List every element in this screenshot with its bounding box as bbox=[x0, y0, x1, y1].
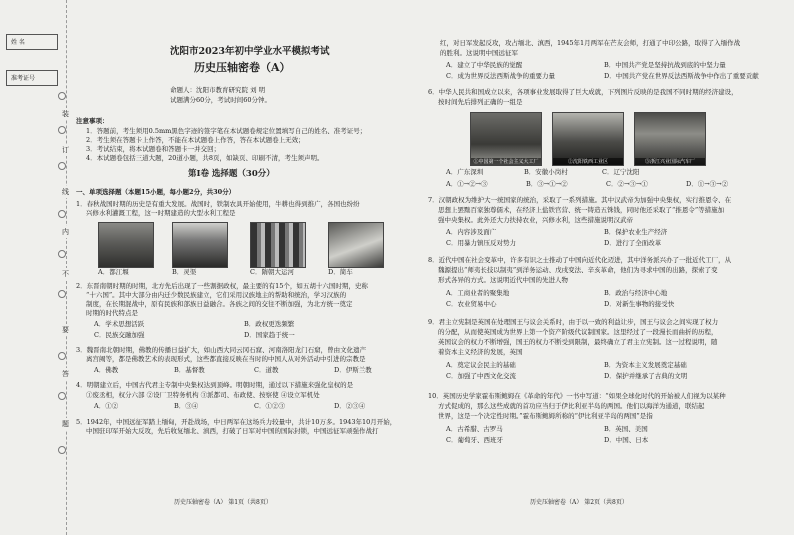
q8-option-a: A．工商业者的聚集地 bbox=[446, 289, 510, 297]
note-item: 3．考试结束，将本试题卷和答题卡一并交回； bbox=[86, 145, 221, 153]
binding-hole bbox=[58, 92, 66, 100]
binding-char: 订 bbox=[62, 146, 69, 154]
question-5-cont: 的胜利。这说明中国远征军 bbox=[440, 49, 518, 57]
author-line: 命题人：沈阳市教育研究院 刘 明 bbox=[170, 86, 266, 94]
q2-option-a: A．学术思想活跃 bbox=[94, 320, 145, 328]
q1-image-d bbox=[328, 222, 384, 268]
page-footer: 历史压轴密卷（A） 第1页（共8页） bbox=[174, 499, 272, 506]
q1-option-d: D．简车 bbox=[328, 268, 353, 276]
binding-char: 要 bbox=[62, 326, 69, 334]
question-6: 6．中华人民共和国成立以来，各项事业发展取得了巨大成就，下列图片反映的是我国不同时期的经济建设， bbox=[428, 88, 738, 96]
note-item: 4．本试题卷包括三道大题，20道小题，共8页，如缺页、印刷不清，考生须声明。 bbox=[86, 154, 324, 162]
q1-option-c: C．隋朝大运河 bbox=[250, 268, 294, 276]
question-5-cont: 红，对日军发起反攻，攻占缅北、滇西，1945年1月两军在芒友会师，打通了中印公路，取得了入缅作战 bbox=[440, 39, 741, 47]
q6-image-3 bbox=[634, 112, 706, 166]
q6-place-a: A．广东深圳 bbox=[446, 168, 484, 176]
exam-number-box bbox=[6, 70, 58, 86]
q6-caption-2: ②沈阳铁西工业区 bbox=[553, 158, 623, 165]
q6-image-2 bbox=[552, 112, 624, 166]
question-4: 4．明朝建立后，中国古代君主专制中央集权达到顶峰。明朝时期，通过以下措施来强化皇权的是 bbox=[76, 381, 354, 389]
question-1-cont: 兴修水利灌溉工程，这一时期建造的大型水利工程是 bbox=[86, 209, 236, 217]
q10-option-c: C．葡萄牙、西班牙 bbox=[446, 436, 503, 444]
name-label: 姓 名 bbox=[11, 39, 25, 46]
binding-hole bbox=[58, 250, 66, 258]
q10-option-b: B．英国、美国 bbox=[604, 425, 648, 433]
q8-option-d: D．对新生事物的接受快 bbox=[604, 300, 675, 308]
question-4-cont: ①废丞相，权分六部 ②设厂卫特务机构 ③派都司、布政使、按察使 ④设立军机处 bbox=[86, 391, 320, 399]
q9-option-c: C．加强了中西文化交流 bbox=[446, 372, 516, 380]
q7-option-d: D．进行了全面改革 bbox=[604, 239, 662, 247]
notes-heading: 注意事项： bbox=[76, 117, 109, 125]
q1-image-b bbox=[172, 222, 228, 268]
time-line: 试题满分60分，考试时间60分钟。 bbox=[170, 96, 272, 104]
q7-option-b: B．保护农业生产经济 bbox=[604, 228, 668, 236]
question-2: 2．东晋南朝时期的时期，北方先后出现了一些割据政权，最主要的有15个，如五胡十六国时期，史称 bbox=[76, 282, 368, 290]
q6-image-1 bbox=[470, 112, 542, 166]
paper-title: 历史压轴密卷（A） bbox=[194, 61, 291, 74]
question-10: 10．英国历史学家霍布斯鲍姆在《革命的年代》一书中写道：“如果全球化时代的开始被人们视为以某种 bbox=[428, 392, 726, 400]
exam-number-label: 准考证号 bbox=[11, 75, 36, 82]
q10-option-a: A．古希腊、古罗马 bbox=[446, 425, 503, 433]
name-box bbox=[6, 34, 58, 50]
binding-char: 不 bbox=[62, 270, 69, 278]
q3-option-d: D．伊斯兰教 bbox=[334, 366, 372, 374]
q5-option-d: D．中国共产党在世界反法西斯战争中作出了重要贡献 bbox=[604, 72, 759, 80]
page-footer: 历史压轴密卷（A） 第2页（共8页） bbox=[530, 499, 628, 506]
note-item: 1．答题前，考生须用0.5mm黑色字迹的签字笔在本试题卷规定位置填写自己的姓名、准考证号； bbox=[86, 127, 367, 135]
note-item: 2．考生须在答题卡上作答，不能在本试题卷上作答，答在本试题卷上无效； bbox=[86, 136, 305, 144]
q5-option-c: C．成为世界反法西斯战争的重要力量 bbox=[446, 72, 555, 80]
binding-hole bbox=[58, 210, 66, 218]
question-9-cont: 英国议会的权力不断增强，国王的权力不断受到限制，最终确立了君主立宪制。这一过程说明，随 bbox=[438, 338, 718, 346]
question-7-cont: 强中央集权。此外还大力扶持农业，兴修水利，这些措施说明汉武帝 bbox=[438, 216, 633, 224]
question-10-cont: 世界，这是一个决定性时期。”霍布斯鲍姆所称的“伊比利亚半岛的两国”是指 bbox=[438, 412, 653, 420]
q6-option-d: D．①→③→② bbox=[686, 180, 729, 188]
q4-option-a: A．①② bbox=[94, 402, 119, 410]
q8-option-b: B．政治与经济中心地 bbox=[604, 289, 668, 297]
q2-option-d: D．国家趋于统一 bbox=[244, 331, 295, 339]
binding-hole bbox=[58, 392, 66, 400]
binding-hole bbox=[58, 446, 66, 454]
binding-char: 线 bbox=[62, 188, 69, 196]
question-3-cont: 离宫阙等，都是佛教艺术的表现形式，这些都直接反映在当时的中国人从对外活动中引进的宗教是 bbox=[86, 355, 366, 363]
binding-char: 答 bbox=[62, 370, 69, 378]
exam-title: 沈阳市2023年初中学业水平模拟考试 bbox=[170, 46, 330, 57]
question-9-cont: 的分配，从而使英国成为世界上第一个资产阶级代议制国家。这里经过了一段漫长而曲折的历程， bbox=[438, 328, 718, 336]
q7-option-a: A．内容涉及面广 bbox=[446, 228, 497, 236]
question-5-cont: 中国驻印军开始大反攻，先后收复缅北、滇西，打破了日军对中国的国际封锁，中国远征军顽强作战打 bbox=[86, 427, 379, 435]
binding-char: 装 bbox=[62, 110, 69, 118]
q10-option-d: D．中国、日本 bbox=[604, 436, 649, 444]
q3-option-c: C．道教 bbox=[254, 366, 279, 374]
q6-option-c: C．②→③→① bbox=[606, 180, 648, 188]
binding-hole bbox=[58, 352, 66, 360]
question-9-cont: 着资本主义经济的发展，英国 bbox=[438, 348, 523, 356]
question-3: 3．魏晋南北朝时期，佛教的传播日益扩大，如山西大同云冈石窟、河南洛阳龙门石窟，曾由文化遗产 bbox=[76, 346, 367, 354]
q9-option-d: D．保护并继承了古典的文明 bbox=[604, 372, 688, 380]
q6-place-c: C．辽宁沈阳 bbox=[602, 168, 640, 176]
q1-option-a: A．都江堰 bbox=[98, 268, 129, 276]
binding-hole bbox=[58, 162, 66, 170]
binding-char: 内 bbox=[62, 228, 69, 236]
q9-option-a: A．奠定议会民主的基础 bbox=[446, 361, 516, 369]
question-10-cont: 方式促成的，那么这些成就的首功应当归于伊比利亚半岛的两国。他们以海洋为通道，联结起 bbox=[438, 402, 705, 410]
q3-option-b: B．基督教 bbox=[174, 366, 205, 374]
q2-option-c: C．民族交融加强 bbox=[94, 331, 145, 339]
question-7-cont: 思想上罢黜百家独尊儒术，在经济上盐铁官营、统一铸造五铢钱，同时他还采取了“推恩令”等措施加 bbox=[438, 206, 725, 214]
question-9: 9．君主立宪制是英国在处理国王与议会关系时，由于以一致的利益让步，国王与议会之间实现了权力 bbox=[428, 318, 719, 326]
question-8-cont: 魏源提出“师夷长技以制夷”到洋务运动、戊戌变法、辛亥革命，他们为寻求中国的出路，探索了变 bbox=[438, 266, 718, 274]
question-2-cont: 制度，在长期混战中，原有民族和部族日益融合。各族之间的交往不断加强，为北方统一奠定 bbox=[86, 300, 353, 308]
q6-caption-1: ①中国第一个社会主义大工厂 bbox=[471, 158, 541, 165]
question-6-cont: 按时间先后排列正确的一组是 bbox=[438, 98, 523, 106]
q6-caption-3: ③浙江兴业国际汽车厂 bbox=[635, 158, 705, 165]
q1-image-a bbox=[98, 222, 154, 268]
question-1: 1．春秋战国时期的历史是有重大发展。战国时，铁制农具开始使用，牛耕也得到推广，各国也纷纷 bbox=[76, 200, 360, 208]
page-1 bbox=[72, 0, 418, 535]
page-2 bbox=[424, 0, 786, 535]
part-heading: 第Ⅰ卷 选择题（30分） bbox=[188, 169, 275, 179]
section-heading: 一、单项选择题（本题15小题，每小题2分，共30分） bbox=[76, 188, 236, 196]
binding-hole bbox=[58, 290, 66, 298]
question-2-cont: “十六国”。其中大部分由内迁少数民族建立，它们采用汉族地主的帮助和统治，学习汉族的 bbox=[86, 291, 347, 299]
q2-option-b: B．政权更迭频繁 bbox=[244, 320, 295, 328]
question-8-cont: 形式各异的方式。这说明近代中国的先进人物 bbox=[438, 276, 568, 284]
q5-option-a: A．建立了中华民族的觉醒 bbox=[446, 61, 523, 69]
q8-option-c: C．农业贸易中心 bbox=[446, 300, 497, 308]
binding-hole bbox=[58, 126, 66, 134]
q4-option-b: B．③④ bbox=[174, 402, 199, 410]
binding-char: 题 bbox=[62, 420, 69, 428]
q6-option-a: A．①→②→③ bbox=[446, 180, 488, 188]
q6-option-b: B．③→①→② bbox=[526, 180, 568, 188]
q4-option-d: D．②③④ bbox=[334, 402, 366, 410]
question-8: 8．近代中国在社会变革中，许多有识之士推动了中国向近代化迈进，其中洋务派兴办了一批近代工厂，从 bbox=[428, 256, 732, 264]
binding-strip bbox=[0, 0, 67, 535]
question-2-cont: 时期的时代特点是 bbox=[86, 309, 138, 317]
q4-option-c: C．①②③ bbox=[254, 402, 285, 410]
question-5: 5．1942年，中国远征军踏上缅甸，开赴战场，中日两军在这场兵力较量中，共计10万多。1943年10月开始， bbox=[76, 418, 397, 426]
q9-option-b: B．为资本主义发展奠定基础 bbox=[604, 361, 687, 369]
q6-place-b: B．安徽小岗村 bbox=[524, 168, 568, 176]
q5-option-b: B．中国共产党是坚持抗战到底的中坚力量 bbox=[604, 61, 726, 69]
q3-option-a: A．佛教 bbox=[94, 366, 119, 374]
question-7: 7．汉朝政权为维护大一统国家的统治，采取了一系列措施。其中汉武帝为加强中央集权，实行推恩令、在 bbox=[428, 196, 732, 204]
q7-option-c: C．用暴力镇压反对势力 bbox=[446, 239, 516, 247]
q1-option-b: B．灵渠 bbox=[172, 268, 197, 276]
q1-image-c bbox=[250, 222, 306, 268]
